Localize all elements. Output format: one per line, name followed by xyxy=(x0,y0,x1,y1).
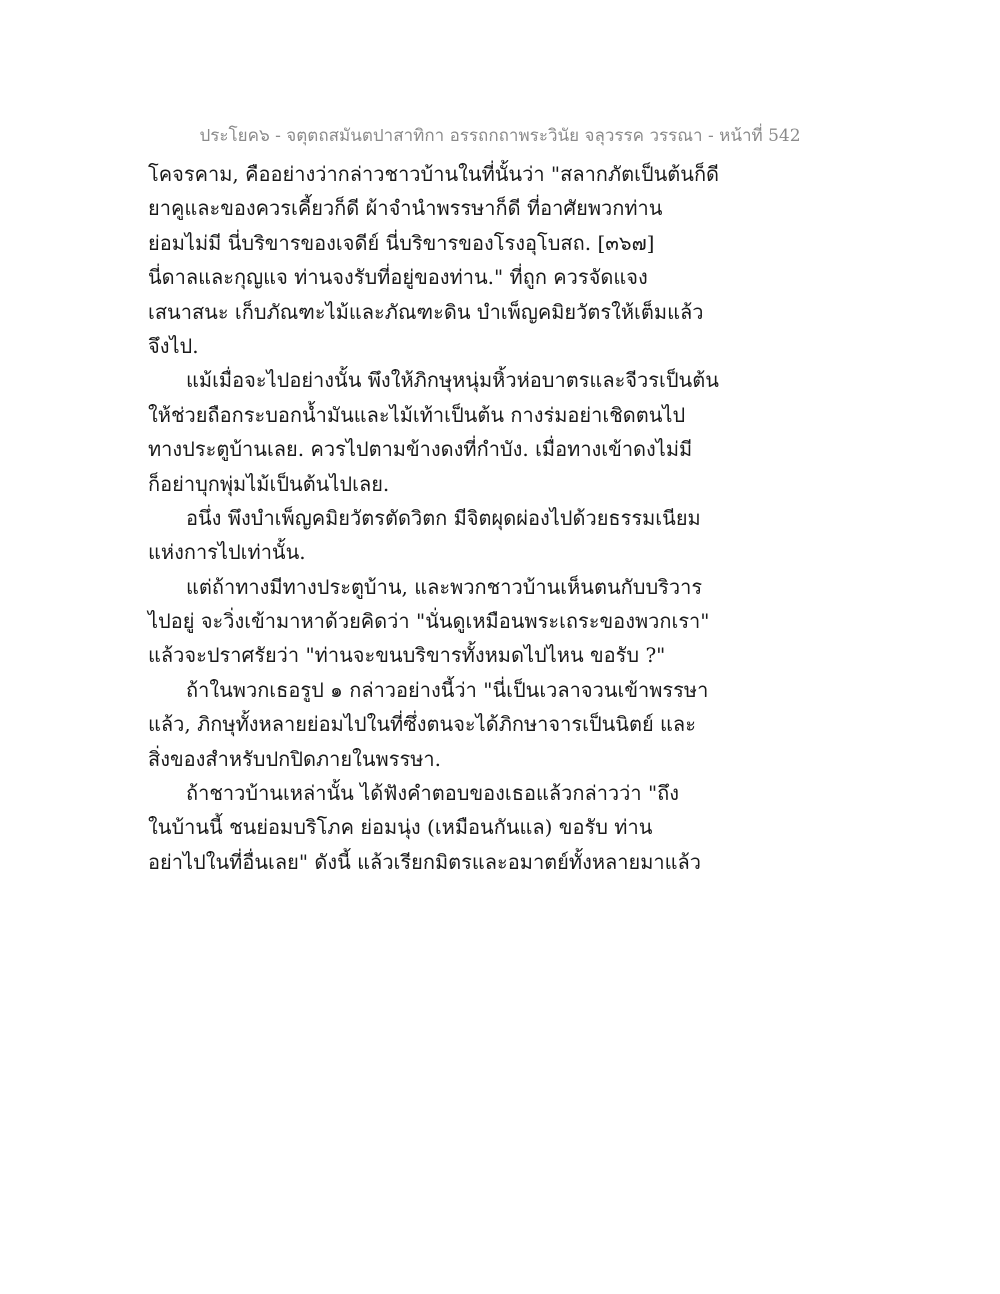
text-line: ย่อมไม่มี นี่บริขารของเจดีย์ นี่บริขารของโรงอุโบสถ. [๓๖๗] xyxy=(148,230,655,255)
paragraph-start-line: ถ้าชาวบ้านเหล่านั้น ได้ฟังคำตอบของเธอแล้วกล่าวว่า "ถึง xyxy=(186,781,680,806)
text-line: แล้วจะปราศรัยว่า "ท่านจะขนบริขารทั้งหมดไปไหน ขอรับ ?" xyxy=(148,643,666,668)
text-line: ก็อย่าบุกพุ่มไม้เป็นต้นไปเลย. xyxy=(148,471,390,496)
paragraph-start-line: แต่ถ้าทางมีทางประตูบ้าน, และพวกชาวบ้านเห็นตนกับบริวาร xyxy=(186,574,703,599)
text-line: ไปอยู่ จะวิ่งเข้ามาหาด้วยคิดว่า "นั่นดูเหมือนพระเถระของพวกเรา" xyxy=(148,609,710,634)
text-line: แล้ว, ภิกษุทั้งหลายย่อมไปในที่ซึ่งตนจะได้ภิกษาจารเป็นนิตย์ และ xyxy=(148,712,696,737)
text-line: แห่งการไปเท่านั้น. xyxy=(148,540,306,565)
text-line: สิ่งของสำหรับปกปิดภายในพรรษา. xyxy=(148,746,441,771)
text-line: ทางประตูบ้านเลย. ควรไปตามข้างดงที่กำบัง. เมื่อทางเข้าดงไม่มี xyxy=(148,437,693,462)
text-line: จึงไป. xyxy=(148,333,199,358)
text-line: นี่ดาลและกุญแจ ท่านจงรับที่อยู่ของท่าน." ที่ถูก ควรจัดแจง xyxy=(148,265,648,290)
text-line: อย่าไปในที่อื่นเลย" ดังนี้ แล้วเรียกมิตรและอมาตย์ทั้งหลายมาแล้ว xyxy=(148,849,702,874)
paragraph-start-line: อนึ่ง พึงบำเพ็ญคมิยวัตรตัดวิตก มีจิตผุดผ่องไปด้วยธรรมเนียม xyxy=(186,505,701,530)
paragraph-start-line: แม้เมื่อจะไปอย่างนั้น พึงให้ภิกษุหนุ่มหิ้วห่อบาตรและจีวรเป็นต้น xyxy=(186,368,719,393)
text-line: ในบ้านนี้ ชนย่อมบริโภค ย่อมนุ่ง (เหมือนกันแล) ขอรับ ท่าน xyxy=(148,815,653,840)
paragraph-start-line: ถ้าในพวกเธอรูป ๑ กล่าวอย่างนี้ว่า "นี่เป็นเวลาจวนเข้าพรรษา xyxy=(186,677,709,702)
text-line: โคจรคาม, คืออย่างว่ากล่าวชาวบ้านในที่นั้นว่า "สลากภัตเป็นต้นก็ดี xyxy=(148,162,720,186)
body-text xyxy=(148,157,788,879)
text-line: เสนาสนะ เก็บภัณฑะไม้และภัณฑะดิน บำเพ็ญคมิยวัตรให้เต็มแล้ว xyxy=(148,299,704,324)
text-line: ยาคูและของควรเคี้ยวก็ดี ผ้าจำนำพรรษาก็ดี ที่อาศัยพวกท่าน xyxy=(148,196,663,221)
text-line: ให้ช่วยถือกระบอกน้ำมันและไม้เท้าเป็นต้น กางร่มอย่าเชิดตนไป xyxy=(148,402,686,427)
page-header: ประโยค๖ - จตุตถสมันตปาสาทิกา อรรถกถาพระวินัย จลุวรรค วรรณา - หน้าที่ 542 xyxy=(199,126,801,146)
